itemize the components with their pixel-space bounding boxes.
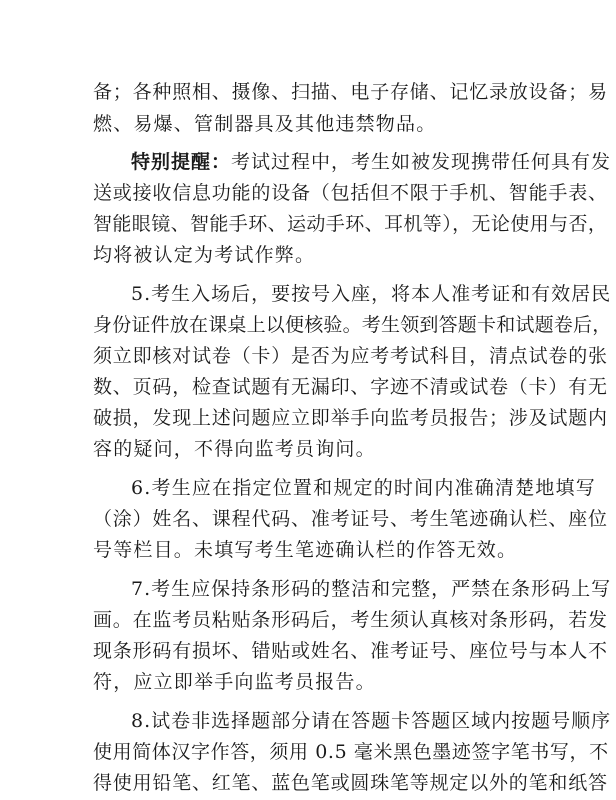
text-line: 送或接收信息功能的设备（包括但不限于手机、智能手表、 [93, 182, 608, 204]
text-line: 备；各种照相、摄像、扫描、电子存储、记忆录放设备；易 [93, 81, 608, 103]
special-reminder-label: 特别提醒： [131, 151, 232, 173]
text-line [131, 150, 611, 174]
text-line: 得使用铅笔、红笔、蓝色笔或圆珠笔等规定以外的笔和纸答 [93, 772, 608, 794]
text-line: 须立即核对试卷（卡）是否为应考考试科目，清点试卷的张 [93, 345, 608, 367]
text-line: 身份证件放在课桌上以便核验。考生领到答题卡和试题卷后， [93, 314, 612, 336]
text-line: 7.考生应保持条形码的整洁和完整，严禁在条形码上写 [131, 578, 612, 600]
text-line: 6.考生应在指定位置和规定的时间内准确清楚地填写 [131, 477, 596, 499]
text-line: 数、页码，检查试题有无漏印、字迹不清或试卷（卡）有无 [93, 376, 608, 398]
text-line: 画。在监考员粘贴条形码后，考生须认真核对条形码，若发 [93, 609, 608, 631]
text-line: 破损，发现上述问题应立即举手向监考员报告；涉及试题内 [93, 407, 608, 429]
text-line: （涂）姓名、课程代码、准考证号、考生笔迹确认栏、座位 [93, 508, 608, 530]
text-line: 号等栏目。未填写考生笔迹确认栏的作答无效。 [93, 539, 518, 561]
special-reminder-text: 考试过程中，考生如被发现携带任何具有发 [231, 151, 612, 173]
text-line: 容的疑问，不得向监考员询问。 [93, 438, 376, 460]
text-line: 均将被认定为考试作弊。 [93, 244, 316, 266]
text-line: 使用简体汉字作答，须用 0.5 毫米黑色墨迹签字笔书写，不 [93, 741, 609, 763]
text-line: 燃、易爆、管制器具及其他违禁物品。 [93, 113, 437, 135]
text-line: 现条形码有损坏、错贴或姓名、准考证号、座位号与本人不 [93, 640, 608, 662]
text-line: 8.试卷非选择题部分请在答题卡答题区域内按题号顺序 [131, 710, 612, 732]
text-line: 智能眼镜、智能手环、运动手环、耳机等），无论使用与否， [93, 213, 608, 235]
text-line: 符，应立即举手向监考员报告。 [93, 671, 376, 693]
text-line: 5.考生入场后，要按号入座，将本人准考证和有效居民 [131, 283, 612, 305]
